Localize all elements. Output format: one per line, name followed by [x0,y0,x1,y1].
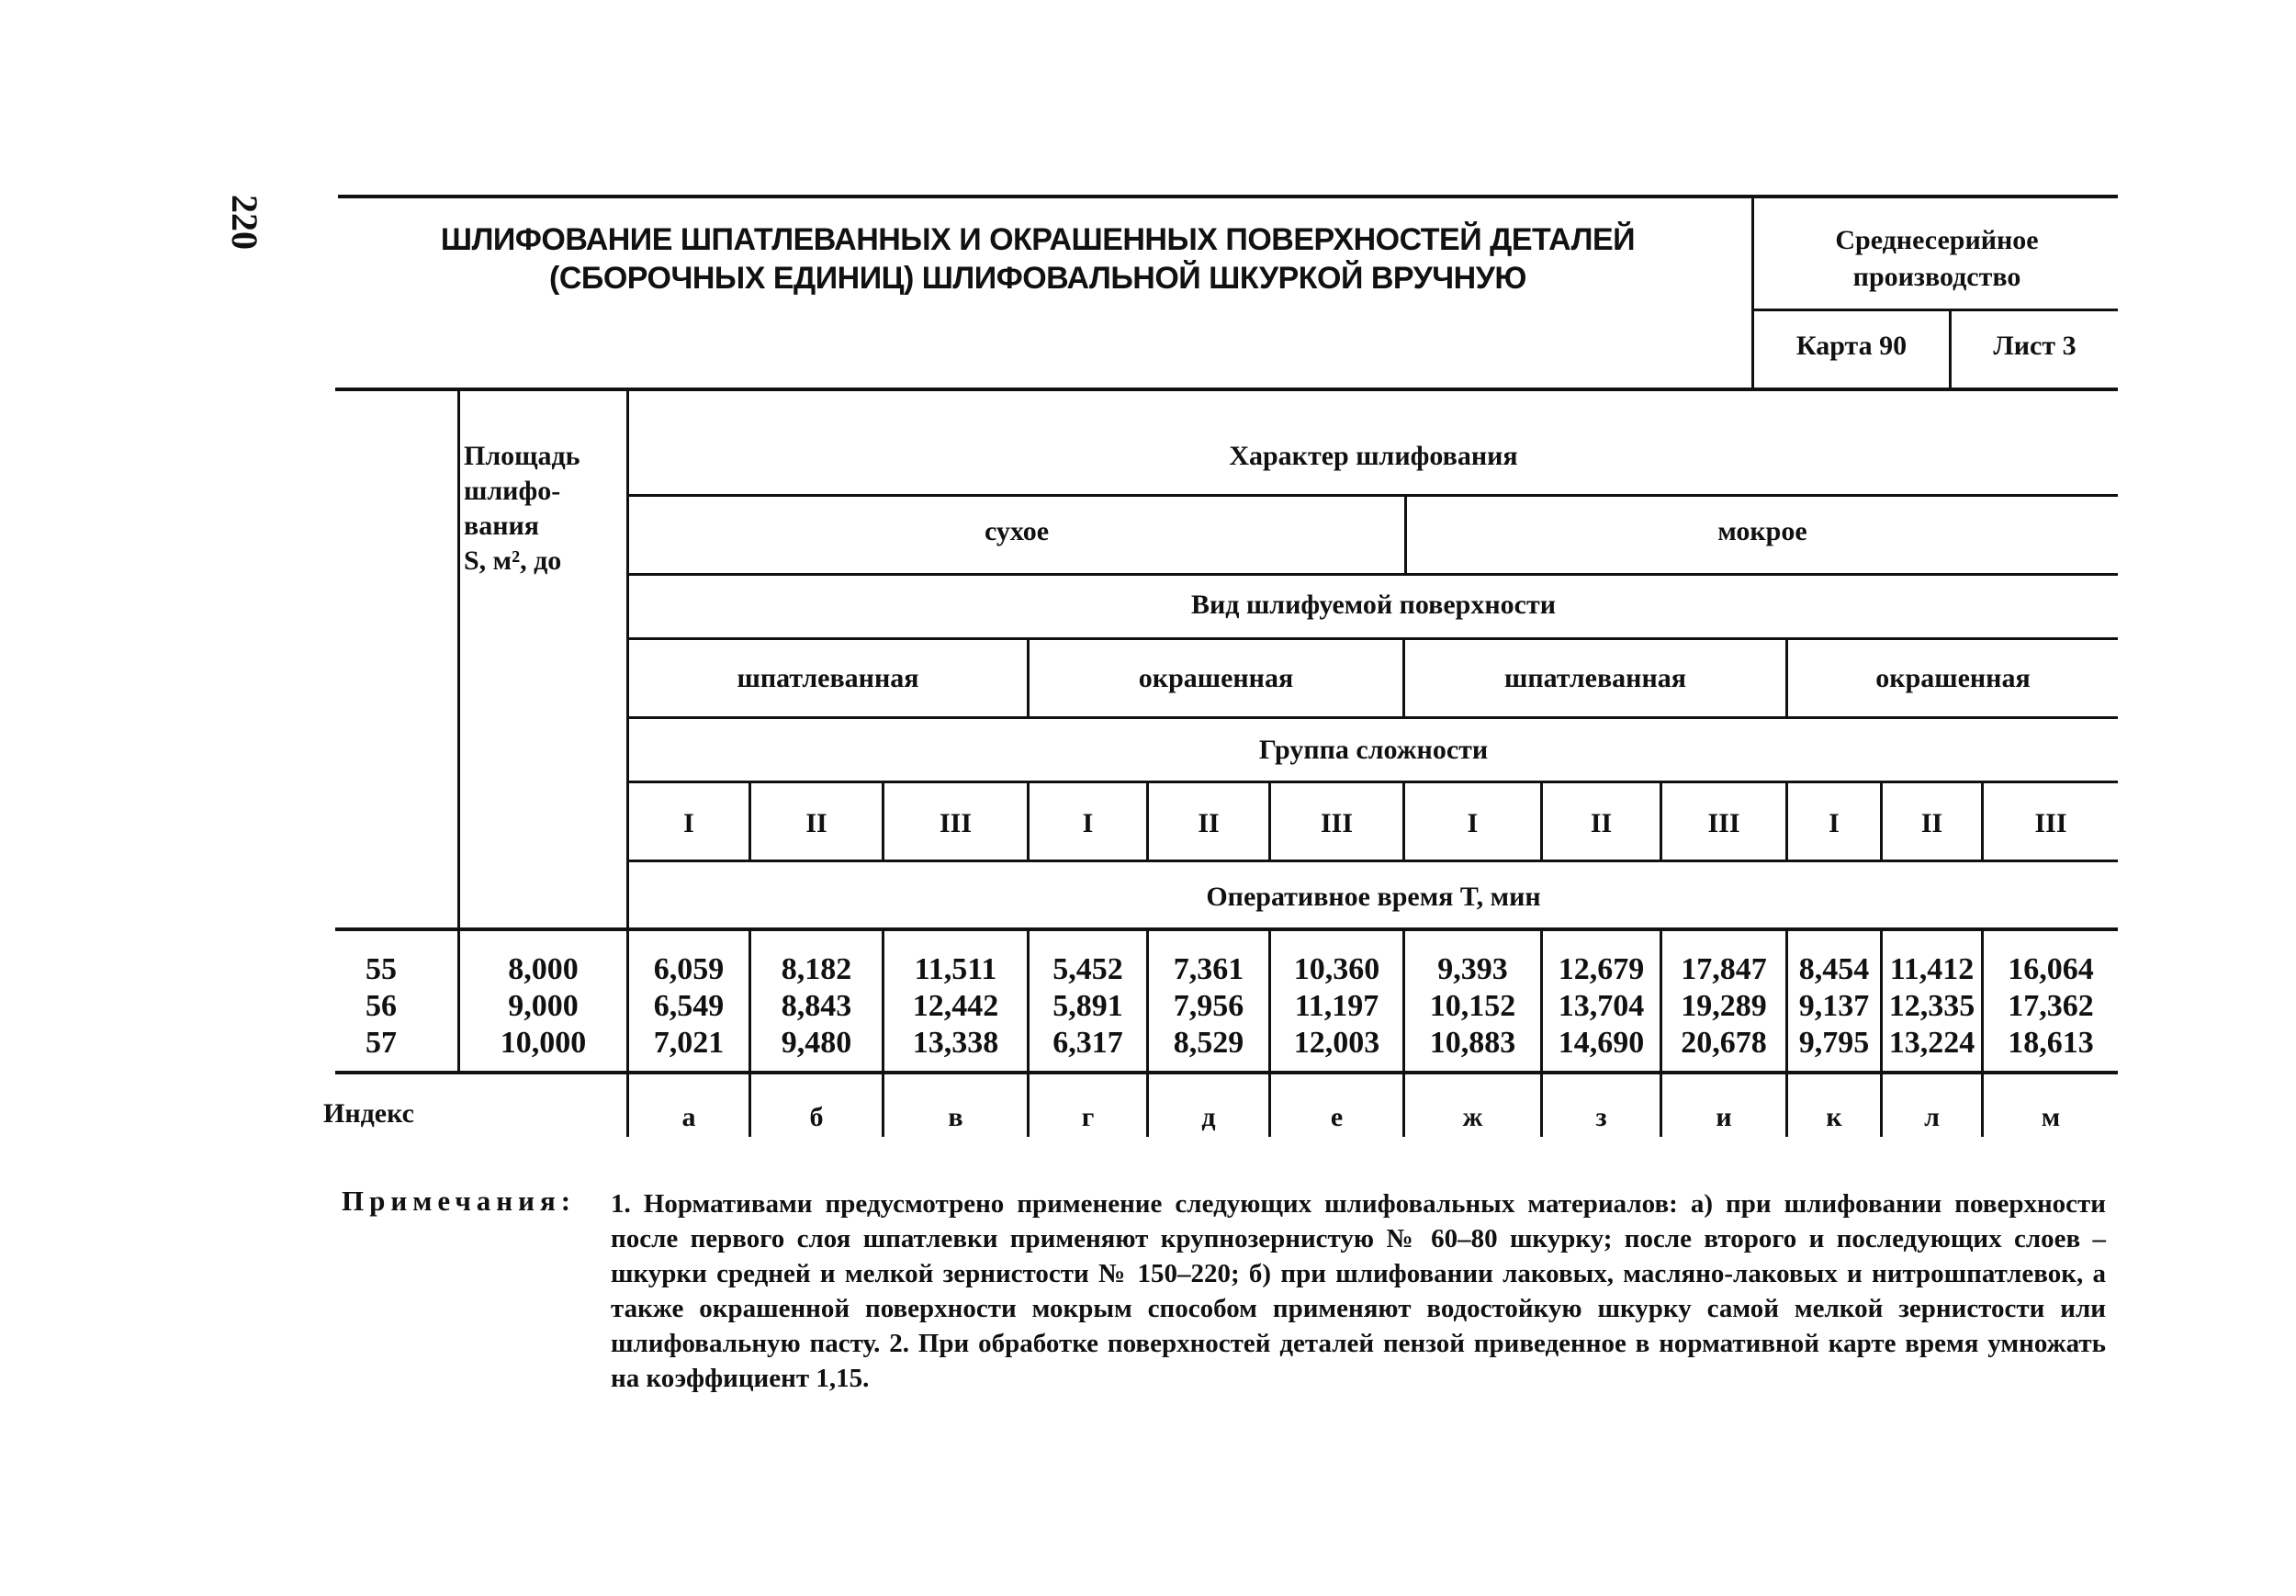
value-cell: 6,059 [653,952,725,986]
group-2: II [805,808,827,838]
value-cell: 8,182 [781,952,852,986]
index-g: г [1081,1102,1095,1132]
index-zh: ж [1462,1102,1483,1132]
rule-1 [629,494,2118,497]
notes-text: 1. Нормативами предусмотрено применение следующих шлифовальных материалов: а) при шлифовании поверхности после первого слоя шпатлевки применяют крупнозернистую № 60–80 шкурку; после второго и последующих слоев – шкурки средней и мелкой зернистости № 150–220; б) при шлифовании лаковых, масляно-лаковых и нитрошпатлевок, а также окрашенной поверхности мокрым способом применяют водостойкую шкурку самой мелкой зернистости или шлифовальную пасту. 2. При обработке поверхностей деталей пензой приведенное в нормативной карте время умножать на коэффициент 1,15. [611,1189,2106,1393]
value-cell: 10,883 [1429,1026,1516,1060]
sheet-number: Лист 3 [1993,331,2077,361]
value-cell: 12,003 [1293,1026,1380,1060]
title-line-1: ШЛИФОВАНИЕ ШПАТЛЕВАННЫХ И ОКРАШЕННЫХ ПОВЕРХНОСТЕЙ ДЕТАЛЕЙ [440,222,1636,257]
value-cell: 20,678 [1681,1026,1767,1060]
area-header-line-1: Площадь [464,441,580,471]
value-cell: 9,137 [1798,989,1870,1023]
index-z: з [1595,1102,1607,1132]
production-line-2: производство [1852,262,2021,292]
area-header-line-3: вания [464,511,540,541]
value-cell: 8,843 [781,989,852,1023]
value-cell: 19,289 [1681,989,1767,1023]
header-character: Характер шлифования [1229,441,1518,471]
page-number: 220 [224,195,265,250]
col-d-values [1149,951,1268,1062]
group-1: I [683,808,694,838]
group-11: II [1920,808,1943,838]
index-v: в [948,1102,963,1132]
header-surface: Вид шлифуемой поверхности [1190,590,1556,620]
index-e: е [1330,1102,1344,1132]
value-cell: 13,338 [912,1026,999,1060]
value-cell: 13,224 [1888,1026,1975,1060]
col-a-values [629,951,748,1062]
col-m-values [1984,951,2118,1062]
value-cell: 9,480 [781,1026,852,1060]
col-k-values [1788,951,1880,1062]
group-3: III [939,808,973,838]
group-9: III [1707,808,1740,838]
group-7: I [1467,808,1479,838]
value-cell: 12,679 [1558,952,1645,986]
value-cell: 5,891 [1052,989,1123,1023]
rule-2 [629,573,2118,576]
area-header [464,439,580,579]
index-label: Индекс [323,1098,414,1129]
area-cell: 8,000 [508,952,579,986]
area-cell: 9,000 [508,989,579,1023]
header-group: Группа сложности [1258,735,1489,765]
area-values [460,951,626,1062]
value-cell: 12,335 [1888,989,1975,1023]
col-z-values [1543,951,1660,1062]
col-l-values [1883,951,1981,1062]
value-cell: 8,454 [1798,952,1870,986]
value-cell: 6,317 [1052,1026,1123,1060]
rule-4 [629,716,2118,719]
value-cell: 8,529 [1173,1026,1244,1060]
value-cell: 7,021 [653,1026,725,1060]
value-cell: 17,847 [1681,952,1767,986]
row-num-56: 56 [366,989,397,1023]
area-header-line-4: S, м², до [464,545,562,576]
surface-2: окрашенная [1138,663,1294,693]
value-cell: 11,511 [914,952,997,986]
surface-3: шпатлеванная [1504,663,1686,693]
page-title [349,220,1727,298]
value-cell: 5,452 [1052,952,1123,986]
data-top-rule [335,927,2118,931]
value-cell: 16,064 [2008,952,2094,986]
value-cell: 11,412 [1889,952,1975,986]
notes-label: Примечания: [342,1185,577,1217]
index-rule [335,1071,2118,1074]
surface-4: окрашенная [1875,663,2031,693]
index-i: и [1716,1102,1732,1132]
index-a: а [681,1102,696,1132]
value-cell: 7,956 [1173,989,1244,1023]
index-d: д [1201,1102,1216,1132]
value-cell: 10,360 [1293,952,1380,986]
header-time: Оперативное время T, мин [1206,882,1541,912]
rule-3 [629,637,2118,640]
value-cell: 14,690 [1558,1026,1645,1060]
col-zh-values [1405,951,1540,1062]
group-8: II [1590,808,1613,838]
value-cell: 9,795 [1798,1026,1870,1060]
production-type [1756,222,2118,296]
value-cell: 7,361 [1173,952,1244,986]
index-b: б [809,1102,824,1132]
value-cell: 10,152 [1429,989,1516,1023]
col-i-values [1662,951,1785,1062]
value-cell: 18,613 [2008,1026,2094,1060]
header-dry: сухое [984,516,1050,546]
production-line-1: Среднесерийное [1835,225,2039,255]
col-v-values [884,951,1027,1062]
col-b-values [751,951,882,1062]
group-6: III [1320,808,1354,838]
index-m: м [2041,1102,2061,1132]
col-e-values [1271,951,1402,1062]
value-cell: 11,197 [1294,989,1379,1023]
header-wet: мокрое [1717,516,1807,546]
top-rule [338,195,2118,198]
group-4: I [1082,808,1094,838]
surface-1: шпатлеванная [737,663,919,693]
rule-6 [629,860,2118,862]
area-header-line-2: шлифо- [464,476,561,506]
row-num-55: 55 [366,952,397,986]
index-k: к [1826,1102,1842,1132]
area-cell: 10,000 [500,1026,587,1060]
index-l: л [1924,1102,1940,1132]
value-cell: 12,442 [912,989,999,1023]
col-g-values [1030,951,1146,1062]
rule-5 [629,781,2118,783]
card-number: Карта 90 [1795,331,1908,361]
row-numbers [340,951,422,1062]
group-5: II [1198,808,1220,838]
row-num-57: 57 [366,1026,397,1060]
group-10: I [1829,808,1840,838]
value-cell: 17,362 [2008,989,2094,1023]
group-12: III [2034,808,2067,838]
title-line-2: (СБОРОЧНЫХ ЕДИНИЦ) ШЛИФОВАЛЬНОЙ ШКУРКОЙ ВРУЧНУЮ [549,261,1526,296]
table-top-rule [335,388,2118,391]
value-cell: 6,549 [653,989,725,1023]
card-rule [1751,309,2118,311]
value-cell: 13,704 [1558,989,1645,1023]
value-cell: 9,393 [1437,952,1508,986]
